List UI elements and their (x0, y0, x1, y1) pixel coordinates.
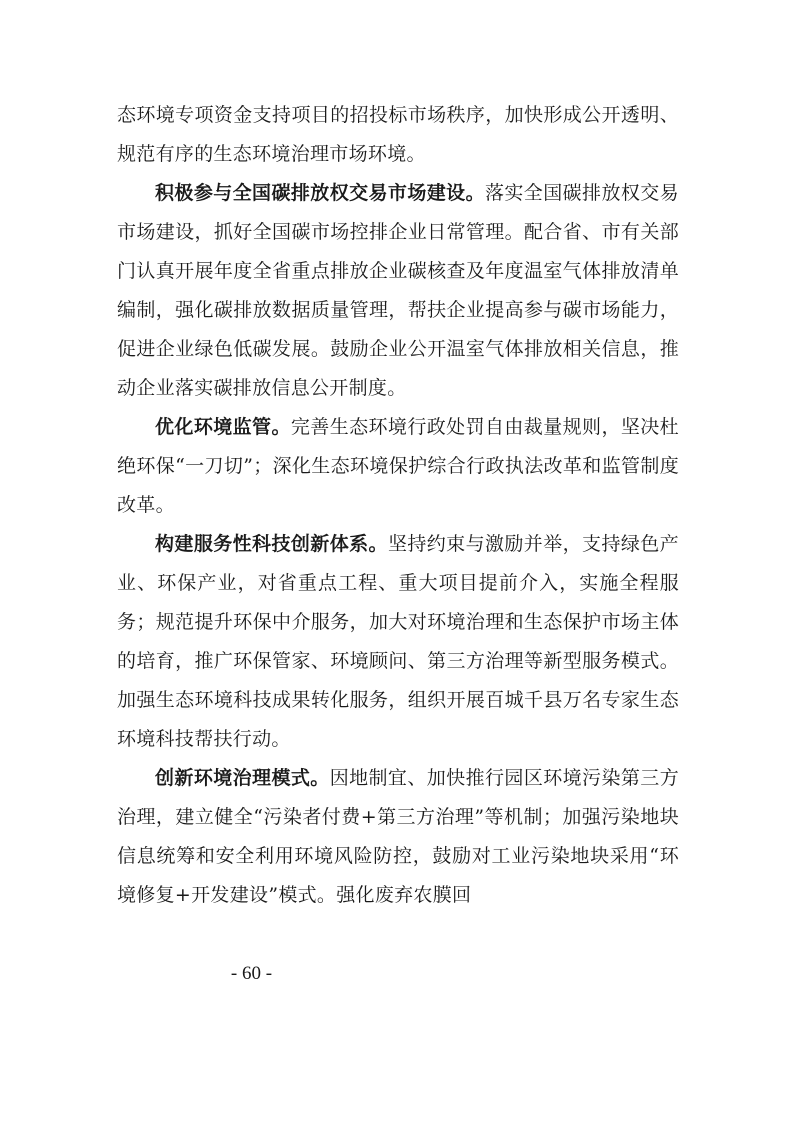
paragraph-heading: 创新环境治理模式。 (155, 767, 330, 789)
paragraph-environment-supervision (117, 408, 679, 525)
paragraph-continuation (117, 96, 679, 174)
paragraph-text: 态环境专项资金支持项目的招投标市场秩序，加快形成公开透明、规范有序的生态环境治理市场环境。 (117, 104, 679, 165)
paragraph-tech-innovation (117, 525, 679, 759)
paragraph-text: 坚持约束与激励并举，支持绿色产业、环保产业，对省重点工程、重大项目提前介入，实施全程服务；规范提升环保中介服务，加大对环境治理和生态保护市场主体的培育，推广环保管家、环境顾问、第三方治理等新型服务模式。加强生态环境科技成果转化服务，组织开展百城千县万名专家生态环境科技帮扶行动。 (117, 533, 679, 750)
paragraph-text: 落实全国碳排放权交易市场建设，抓好全国碳市场控排企业日常管理。配合省、市有关部门认真开展年度全省重点排放企业碳核查及年度温室气体排放清单编制，强化碳排放数据质量管理，帮扶企业提高参与碳市场能力，促进企业绿色低碳发展。鼓励企业公开温室气体排放相关信息，推动企业落实碳排放信息公开制度。 (117, 182, 679, 399)
paragraph-carbon-market (117, 174, 679, 408)
paragraph-governance-model (117, 759, 679, 915)
paragraph-text: 因地制宜、加快推行园区环境污染第三方治理，建立健全“污染者付费+第三方治理”等机制；加强污染地块信息统筹和安全利用环境风险防控，鼓励对工业污染地块采用“环境修复+开发建设”模式。强化废弃农膜回 (117, 767, 679, 906)
document-body (117, 96, 679, 915)
page-number: - 60 - (230, 963, 273, 984)
paragraph-text: 完善生态环境行政处罚自由裁量规则，坚决杜绝环保“一刀切”；深化生态环境保护综合行政执法改革和监管制度改革。 (117, 416, 679, 516)
paragraph-heading: 优化环境监管。 (155, 416, 291, 438)
paragraph-heading: 积极参与全国碳排放权交易市场建设。 (155, 182, 485, 204)
paragraph-heading: 构建服务性科技创新体系。 (155, 533, 388, 555)
